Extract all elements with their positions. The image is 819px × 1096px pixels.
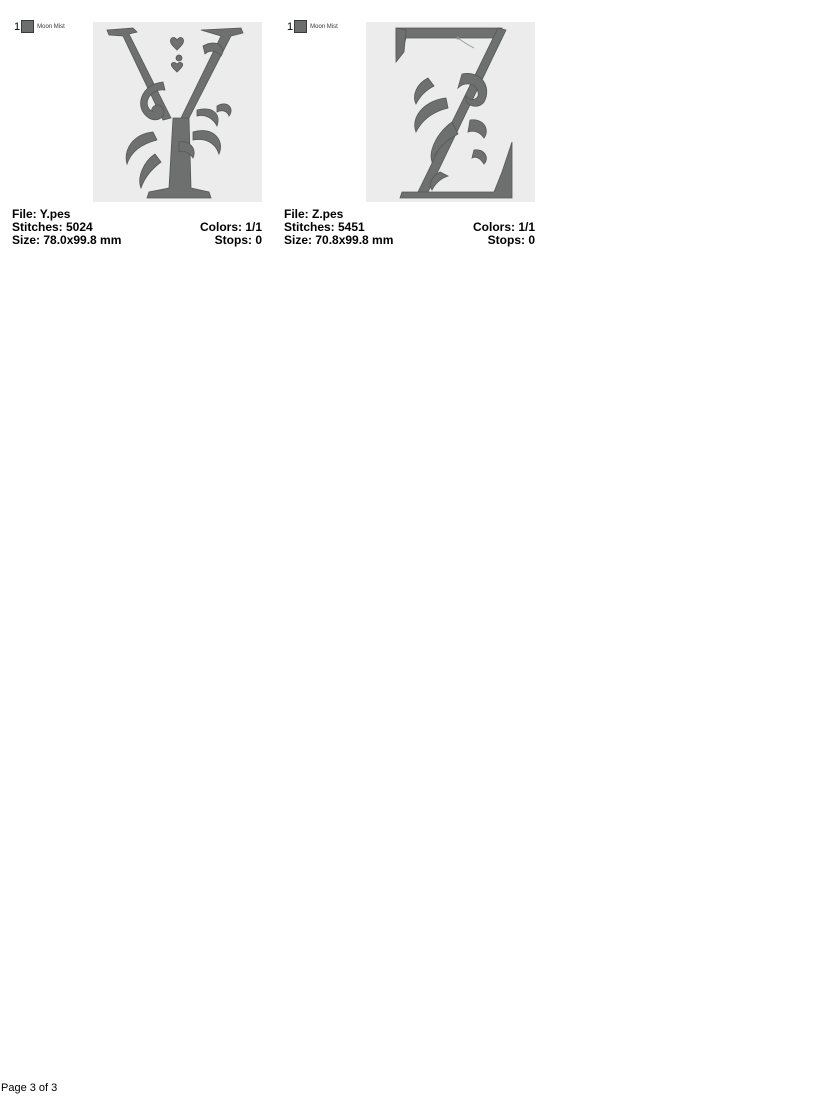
- letter-y-embroidery-icon: [93, 22, 262, 202]
- design-card-z: [273, 0, 543, 260]
- design-preview-y: [93, 22, 262, 202]
- color-count: Colors: 1/1: [472, 220, 535, 234]
- design-preview-z: [366, 22, 535, 202]
- stitch-count: Stitches: 5451: [284, 220, 365, 234]
- color-name: Moon Mist: [310, 23, 338, 30]
- stop-count: Stops: 0: [487, 233, 535, 247]
- color-number: 1: [287, 20, 294, 33]
- color-number: 1: [14, 20, 21, 33]
- design-size: Size: 78.0x99.8 mm: [12, 233, 122, 247]
- color-key: [287, 20, 338, 33]
- color-key: [14, 20, 65, 33]
- stitch-count: Stitches: 5024: [12, 220, 93, 234]
- file-name: File: Z.pes: [284, 207, 344, 221]
- page-number: Page 3 of 3: [1, 1082, 58, 1094]
- file-name: File: Y.pes: [12, 207, 71, 221]
- color-swatch: [294, 20, 307, 33]
- design-size: Size: 70.8x99.8 mm: [284, 233, 394, 247]
- design-card-y: [0, 0, 270, 260]
- color-name: Moon Mist: [37, 23, 65, 30]
- letter-z-embroidery-icon: [366, 22, 535, 202]
- stop-count: Stops: 0: [214, 233, 262, 247]
- color-count: Colors: 1/1: [199, 220, 262, 234]
- color-swatch: [21, 20, 34, 33]
